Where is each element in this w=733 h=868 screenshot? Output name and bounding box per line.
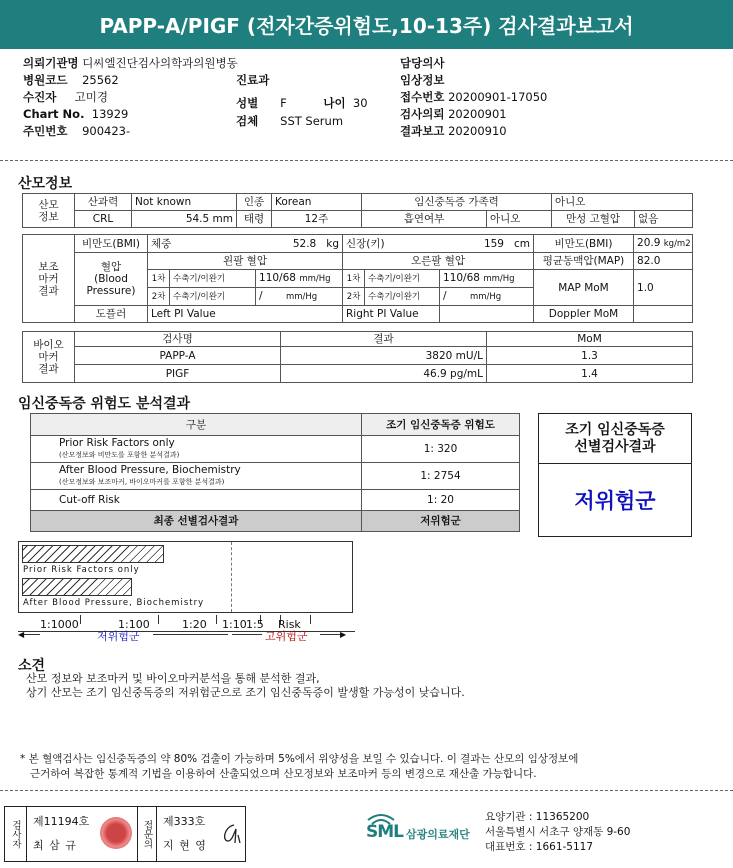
- weight-unit: kg: [326, 237, 340, 250]
- signer2-no: 제333호: [163, 815, 206, 828]
- footnote: * 본 혈액검사는 임신중독증의 약 80% 검출이 가능하며 5%에서 위양성을 보일 수 있습니다. 이 결과는 산모의 임상정보에 근거하여 복잡한 통계적 기법을 이용하여 산출되었으며 산모정보와 보조마커 등의 변경으로 재산출 가능합니다.: [20, 753, 579, 780]
- low-arrow-head: ◀: [18, 630, 25, 639]
- chart-tick-label: Risk: [278, 618, 301, 631]
- height-value: 159: [483, 237, 504, 250]
- signature-icon: [220, 821, 244, 847]
- chart-label-prior: Prior Risk Factors only: [23, 565, 140, 575]
- height-label: 신장(키): [346, 237, 385, 250]
- left-second-label: 2차: [148, 288, 170, 306]
- smoke-value: 아니오: [487, 211, 552, 228]
- fetus-label: 태령: [237, 211, 272, 228]
- low-arrow-line: [22, 634, 40, 635]
- family-value: 아니오: [552, 194, 693, 211]
- cutoff-line: [231, 542, 232, 612]
- bio-result: 46.9 pg/mL: [281, 365, 487, 383]
- signer2-label: 접문의: [137, 807, 157, 861]
- logo-text: SML: [366, 822, 403, 842]
- crl-value: 54.5 mm: [132, 211, 237, 228]
- gest-label: 산과력: [75, 194, 132, 211]
- weight-label: 체중: [151, 237, 172, 250]
- chart-tick-mark: [158, 615, 159, 624]
- race-label: 인종: [237, 194, 272, 211]
- header-clinic-label: 진료과: [236, 73, 270, 87]
- stamp-icon: [100, 817, 132, 849]
- smoke-label: 흡연여부: [362, 211, 487, 228]
- header-sex-age: 성별 F 나이 30: [236, 96, 368, 110]
- bio-row: [23, 365, 693, 383]
- right-arm-label: 오른팔 혈압: [343, 253, 534, 270]
- bp-label: 혈압 (Blood Pressure): [75, 253, 148, 306]
- biomarker-table: [22, 331, 693, 383]
- risk-row-value: 1: 20: [362, 490, 520, 511]
- signature-box: [4, 806, 246, 862]
- header-divider: [0, 160, 733, 161]
- maternal-table: [22, 193, 693, 228]
- risk-col-div: 구분: [31, 414, 362, 436]
- risk-section-title: 임신중독증 위험도 분석결과: [18, 396, 191, 412]
- chart-tick-mark: [80, 615, 81, 624]
- risk-table: [30, 413, 520, 532]
- left-first-value: 110/68: [259, 272, 296, 284]
- high-arrow-line: [232, 634, 262, 635]
- right-first-label: 1차: [343, 270, 365, 288]
- chart-tick-label: 1:100: [118, 618, 150, 631]
- opinion-title: 소견: [18, 658, 46, 674]
- risk-row: [31, 490, 520, 511]
- org-info: 요양기관 : 11365200 서울특별시 서초구 양재동 9-60 대표번호 : 1661-5117: [485, 811, 631, 853]
- right-sysdia-label: 수축기/이완기: [365, 270, 440, 288]
- gest-value: Not known: [132, 194, 237, 211]
- opinion-text: 산모 정보와 보조마커 및 바이오마커분석을 통해 분석한 결과, 상기 산모는 조기 임신중독증의 저위험군으로 조기 임신중독증이 발생할 가능성이 낮습니다.: [26, 672, 465, 699]
- signer1-no: 제11194호: [33, 815, 90, 828]
- low-risk-label: 저위험군: [97, 630, 140, 643]
- bmi-unit: kg/m2: [663, 239, 691, 249]
- bio-group-label: 바이오 마커 결과: [23, 332, 75, 383]
- markers-group-label: 보조 마커 결과: [23, 235, 75, 323]
- footer-divider: [0, 790, 733, 791]
- screening-box-value: 저위험군: [574, 489, 656, 513]
- map-label: 평균동맥압(MAP): [534, 253, 634, 270]
- risk-row: [31, 463, 520, 490]
- left-pi-label: Left PI Value: [148, 306, 343, 323]
- crl-label: CRL: [75, 211, 132, 228]
- bio-col-mom: MoM: [487, 332, 693, 347]
- header-left: 의뢰기관명 디씨엘진단검사의학과의원병동 병원코드 25562 수진자 고미경 Chart No. 13929 주민번호 900423-: [23, 56, 238, 138]
- weight-value: 52.8: [292, 237, 317, 250]
- bio-mom: 1.3: [487, 347, 693, 365]
- risk-row-value: 1: 320: [362, 436, 520, 463]
- right-sysdia2-label: 수축기/이완기: [365, 288, 440, 306]
- signer2-name: 지 현 영: [163, 839, 207, 852]
- maternal-group-label: 산모 정보: [38, 198, 59, 223]
- chart-label-after: After Blood Pressure, Biochemistry: [23, 598, 205, 608]
- maternal-section-title: 산모정보: [18, 176, 73, 192]
- header-specimen: 검체 SST Serum: [236, 114, 344, 128]
- final-result-value: 저위험군: [362, 511, 520, 532]
- bio-result: 3820 mU/L: [281, 347, 487, 365]
- low-arrow-tail: [153, 634, 228, 635]
- left-first-label: 1차: [148, 270, 170, 288]
- bio-test-name: PIGF: [75, 365, 281, 383]
- risk-row-name: Prior Risk Factors only: [59, 437, 175, 449]
- final-result-label: 최종 선별검사결과: [31, 511, 362, 532]
- bio-test-name: PAPP-A: [75, 347, 281, 365]
- header-right: 담당의사 임상정보 접수번호 20200901-17050 검사의뢰 20200901 결과보고 20200910: [400, 56, 548, 138]
- race-value: Korean: [272, 194, 362, 211]
- screening-box-title: 조기 임신중독증 선별검사결과: [539, 414, 691, 464]
- right-second-value: /: [443, 290, 447, 302]
- chart-bar-after: [22, 578, 132, 596]
- bmi-label: 비만도(BMI): [75, 235, 148, 253]
- right-first-unit: mm/Hg: [483, 274, 515, 284]
- signer1-label: 검사자: [5, 807, 27, 861]
- chart-tick-label: 1:20: [182, 618, 207, 631]
- risk-row: [31, 436, 520, 463]
- left-first-unit: mm/Hg: [299, 274, 331, 284]
- chart-tick-mark: [310, 615, 311, 624]
- right-first-value: 110/68: [443, 272, 480, 284]
- right-pi-label: Right PI Value: [343, 306, 440, 323]
- high-risk-label: 고위험군: [265, 630, 308, 643]
- chart-tick-label: 1:1000: [40, 618, 79, 631]
- risk-chart: [18, 541, 353, 613]
- htn-label: 만성 고혈압: [552, 211, 635, 228]
- risk-col-risk: 조기 임신중독증 위험도: [362, 414, 520, 436]
- htn-value: 없음: [635, 211, 693, 228]
- mapmom-value: 1.0: [634, 270, 693, 306]
- left-sysdia-label: 수축기/이완기: [170, 270, 256, 288]
- doppler-label: 도플러: [75, 306, 148, 323]
- org-name: 삼광의료재단: [406, 828, 470, 841]
- high-arrow-head: ▶: [340, 630, 347, 639]
- chart-tick-mark: [216, 615, 217, 624]
- doppler-mom-label: Doppler MoM: [534, 306, 634, 323]
- markers-table: [22, 234, 693, 323]
- mapmom-label: MAP MoM: [534, 270, 634, 306]
- bio-row: [23, 347, 693, 365]
- screening-result-box: [538, 413, 692, 537]
- left-sysdia2-label: 수축기/이완기: [170, 288, 256, 306]
- bmi-value: 20.9: [637, 237, 661, 249]
- report-title: PAPP-A/PIGF (전자간증위험도,10-13주) 검사결과보고서: [0, 0, 733, 49]
- right-second-label: 2차: [343, 288, 365, 306]
- left-arm-label: 왼팔 혈압: [148, 253, 343, 270]
- left-second-value: /: [259, 290, 263, 302]
- chart-tick-label: 1:5: [246, 618, 264, 631]
- family-label: 임신중독증 가족력: [362, 194, 552, 211]
- fetus-value: 12주: [272, 211, 362, 228]
- chart-tick-label: 1:10: [222, 618, 247, 631]
- map-value: 82.0: [634, 253, 693, 270]
- risk-row-note: (산모정보와 보조마커, 바이오마커를 포함한 분석결과): [59, 478, 225, 486]
- right-second-unit: mm/Hg: [469, 292, 502, 302]
- risk-row-name: Cut-off Risk: [31, 490, 362, 511]
- bmi2-label: 비만도(BMI): [534, 235, 634, 253]
- bio-col-result: 결과: [281, 332, 487, 347]
- risk-row-name: After Blood Pressure, Biochemistry: [59, 464, 241, 476]
- chart-bar-prior: [22, 545, 164, 563]
- bio-mom: 1.4: [487, 365, 693, 383]
- height-unit: cm: [514, 237, 531, 250]
- signer1-name: 최 삼 규: [33, 839, 77, 852]
- risk-row-value: 1: 2754: [362, 463, 520, 490]
- bio-col-test: 검사명: [75, 332, 281, 347]
- risk-row-note: (산모정보와 비만도를 포함한 분석결과): [59, 451, 180, 459]
- left-second-unit: mm/Hg: [285, 292, 318, 302]
- high-arrow-tail: [320, 634, 342, 635]
